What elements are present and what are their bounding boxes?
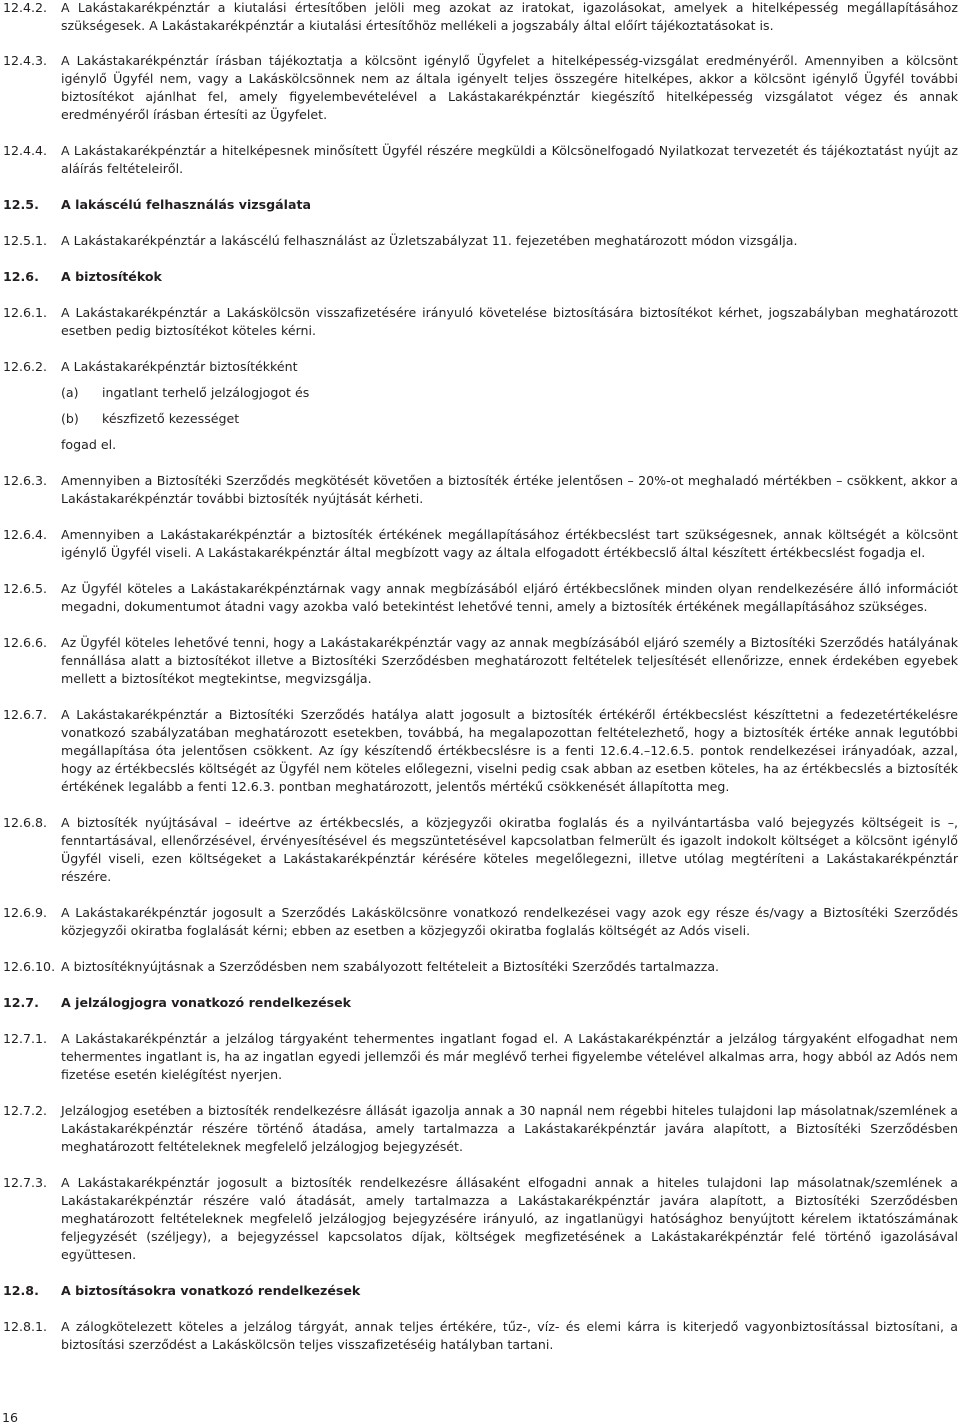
list-item-label: (a) xyxy=(61,385,79,400)
paragraph xyxy=(3,1030,958,1084)
section-title xyxy=(61,268,958,286)
section-number: 12.5. xyxy=(3,197,39,212)
paragraph xyxy=(3,634,958,688)
paragraph-text-block xyxy=(61,706,958,796)
section-heading xyxy=(3,196,958,214)
section-heading xyxy=(3,268,958,286)
list-item xyxy=(61,384,958,402)
paragraph-text-block xyxy=(61,1318,958,1354)
paragraph xyxy=(3,472,958,508)
paragraph-text: A Lakástakarékpénztár írásban tájékoztatja a kölcsönt igénylő Ügyfelet a hitelképesség-vizsgálat eredményéről. Amennyiben a kölcsönt igénylő Ügyfél nem, vagy a Lakáskölcsönnek nem az általa igényelt teljes összegére hitelképes, akkor a kölcsönt igénylő Ügyfél további biztosítékot ajánlhat fel, amely figyelembevételével a Lakástakarékpénztár kiegészítő hitelképesség vizsgálatot végez és annak eredményéről írásban értesíti az Ügyfelet. xyxy=(61,53,958,122)
paragraph-text: A Lakástakarékpénztár a Lakáskölcsön visszafizetésére irányuló követelése biztosítására biztosítékot kérhet, jogszabályban meghatározott esetben pedig biztosítékot köteles kérni. xyxy=(61,305,958,338)
paragraph-text: A biztosíték nyújtásával – ideértve az értékbecslés, a közjegyzői okiratba foglalás és a nyilvántartásba való bejegyzés költségeit is –, fenntartásával, ellenőrzésével, érvényesítésével és megszüntetésével kapcsolatban felmerült és igazolt indokolt költséget a kölcsönt igénylő Ügyfél viseli, ezen költségeket a Lakástakarékpénztár kérésére köteles megelőlegezni, illetve utólag megtéríteni a Lakástakarékpénztár részére. xyxy=(61,815,958,884)
paragraph-text-block xyxy=(61,52,958,124)
paragraph xyxy=(3,142,958,178)
paragraph xyxy=(3,706,958,796)
paragraph-number: 12.6.10. xyxy=(3,959,56,974)
section-number: 12.8. xyxy=(3,1283,39,1298)
paragraph-text: A Lakástakarékpénztár jogosult a biztosíték rendelkezésre állásaként elfogadni annak a hiteles tulajdoni lap másolatnak/szemlének a Lakástakarékpénztár részére való átadását, amely tartalmazza a Lakástakarékpénztár javára alapított, a Biztosítéki Szerződésben meghatározott feltételeknek megfelelő jelzálogjog bejegyzésére irányuló, az ingatlanügyi hatósághoz benyújtott kérelem iktatószámának feljegyzését (széljegy), a bejegyzéssel kapcsolatos díjak, költségek megfizetésének a Lakástakarékpénztár felé történő igazolásával együttesen. xyxy=(61,1175,958,1262)
paragraph-text-block xyxy=(61,232,958,250)
section-title xyxy=(61,196,958,214)
paragraph-number: 12.6.5. xyxy=(3,581,48,596)
section-title-text: A jelzálogjogra vonatkozó rendelkezések xyxy=(61,995,352,1010)
paragraph-text: A Lakástakarékpénztár jogosult a Szerződés Lakáskölcsönre vonatkozó rendelkezései vagy azok egy része és/vagy a Biztosítéki Szerződés közjegyzői okiratba foglalását kérni; ebben az esetben a közjegyzői okiratba foglalás költségét az Adós viseli. xyxy=(61,905,958,938)
section-title xyxy=(61,1282,958,1300)
paragraph-number: 12.6.3. xyxy=(3,473,48,488)
paragraph-number: 12.4.3. xyxy=(3,53,48,68)
section-title-text: A biztosítékok xyxy=(61,269,162,284)
list-item xyxy=(61,410,958,428)
paragraph xyxy=(3,232,958,250)
paragraph xyxy=(3,0,958,35)
paragraph-text: A Lakástakarékpénztár a Biztosítéki Szerződés hatálya alatt jogosult a biztosíték értékéről értékbecslést készíttetni a fedezetértékelésre vonatkozó szabályzatában meghatározott esetekben, továbbá, ha megalapozottan feltételezhető, hogy a biztosíték értéke annak legutóbbi megállapítása óta jelentősen csökkent. Az így készítendő értékbecslésre is a fenti 12.6.4.–12.6.5. pontok rendelkezései irányadóak, azzal, hogy az értékbecslés költségét az Ügyfél nem köteles előlegezni, viselni pedig csak abban az esetben köteles, ha az értékbecslés a biztosíték értékének legalább a fenti 12.6.3. pontban meghatározott, jelentős mértékű csökkenését állapította meg. xyxy=(61,707,958,794)
paragraph-text-block xyxy=(61,358,958,454)
paragraph-text-block xyxy=(61,958,958,976)
paragraph-text-block xyxy=(61,526,958,562)
paragraph xyxy=(3,958,958,976)
paragraph-number: 12.8.1. xyxy=(3,1319,48,1334)
paragraph-text-block xyxy=(61,904,958,940)
section-title-text: A lakáscélú felhasználás vizsgálata xyxy=(61,197,311,212)
paragraph xyxy=(3,304,958,340)
paragraph xyxy=(3,1102,958,1156)
enumerated-list xyxy=(61,384,958,428)
paragraph-text: Az Ügyfél köteles a Lakástakarékpénztárnak vagy annak megbízásából eljáró értékbecslőnek minden olyan rendelkezésére álló információt megadni, dokumentumot átadni vagy azokba való betekintést lehetővé tenni, amely a biztosíték értékének megállapításához szükséges. xyxy=(61,581,958,614)
paragraph-text-block xyxy=(61,1174,958,1264)
paragraph-number: 12.6.7. xyxy=(3,707,48,722)
paragraph-text-block xyxy=(61,1030,958,1084)
paragraph-number: 12.6.6. xyxy=(3,635,48,650)
paragraph-text-block xyxy=(61,472,958,508)
paragraph-number: 12.5.1. xyxy=(3,233,48,248)
paragraph-text: A biztosítéknyújtásnak a Szerződésben nem szabályozott feltételeit a Biztosítéki Szerződés tartalmazza. xyxy=(61,959,720,974)
paragraph xyxy=(3,580,958,616)
paragraph-text: Jelzálogjog esetében a biztosíték rendelkezésre állását igazolja annak a 30 napnál nem régebbi hiteles tulajdoni lap másolatnak/szemlének a Lakástakarékpénztár részére történő átadása, amely tartalmazza a Lakástakarékpénztár javára alapított, a Biztosítéki Szerződésben meghatározott feltételeknek megfelelő jelzálogjog bejegyzését. xyxy=(61,1103,958,1154)
paragraph-text-block xyxy=(61,0,958,35)
section-number: 12.6. xyxy=(3,269,39,284)
paragraph-number: 12.7.2. xyxy=(3,1103,48,1118)
paragraph-number: 12.6.1. xyxy=(3,305,48,320)
paragraph-number: 12.7.3. xyxy=(3,1175,48,1190)
paragraph xyxy=(3,1174,958,1264)
list-item-text: ingatlant terhelő jelzálogjogot és xyxy=(102,385,310,400)
paragraph-text: A Lakástakarékpénztár a jelzálog tárgyaként tehermentes ingatlant fogad el. A Lakástakarékpénztár a jelzálog tárgyaként elfogadhat nem tehermentes ingatlant is, ha az ingatlan egyedi jellemzői és már meglévő terhei figyelembe vételével alkalmas arra, hogy abból az Adós nem fizetése esetén kielégítést nyerjen. xyxy=(61,1031,958,1082)
paragraph-text: Amennyiben a Biztosítéki Szerződés megkötését követően a biztosíték értéke jelentősen – 20%-ot meghaladó mértékben – csökkent, akkor a Lakástakarékpénztár további biztosíték nyújtását kérheti. xyxy=(61,473,958,506)
paragraph-text: A Lakástakarékpénztár biztosítékként xyxy=(61,359,298,374)
paragraph xyxy=(3,526,958,562)
paragraph-number: 12.6.8. xyxy=(3,815,48,830)
paragraph xyxy=(3,904,958,940)
paragraph-text: Amennyiben a Lakástakarékpénztár a biztosíték értékének megállapításához értékbecslést tart szükségesnek, annak költségét a kölcsönt igénylő Ügyfél viseli. A Lakástakarékpénztár által megbízott vagy az általa elfogadott értékbecslő által készített értékbecslést fogadja el. xyxy=(61,527,958,560)
paragraph-text: A Lakástakarékpénztár a lakáscélú felhasználást az Üzletszabályzat 11. fejezetében meghatározott módon vizsgálja. xyxy=(61,233,798,248)
paragraph-number: 12.6.2. xyxy=(3,359,48,374)
document-body xyxy=(3,0,958,1372)
section-title xyxy=(61,994,958,1012)
paragraph-number: 12.6.4. xyxy=(3,527,48,542)
paragraph-text-block xyxy=(61,580,958,616)
section-heading xyxy=(3,1282,958,1300)
paragraph-number: 12.4.2. xyxy=(3,0,48,15)
paragraph xyxy=(3,1318,958,1354)
paragraph-text-block xyxy=(61,1102,958,1156)
section-heading xyxy=(3,994,958,1012)
paragraph-tail: fogad el. xyxy=(61,437,117,452)
paragraph-text-block xyxy=(61,142,958,178)
paragraph xyxy=(3,358,958,454)
paragraph-text: Az Ügyfél köteles lehetővé tenni, hogy a Lakástakarékpénztár vagy az annak megbízásából eljáró személy a Biztosítéki Szerződés hatályának fennállása alatt a biztosítékot illetve a Biztosítéki Szerződésben meghatározott feltételek teljesítését ellenőrizze, ennek érdekében egyebek mellett a biztosítékot megtekintse, megvizsgálja. xyxy=(61,635,958,686)
paragraph-text-block xyxy=(61,634,958,688)
section-number: 12.7. xyxy=(3,995,39,1010)
page-number: 16 xyxy=(2,1410,19,1425)
list-item-text: készfizető kezességet xyxy=(102,411,240,426)
paragraph-text-block xyxy=(61,304,958,340)
list-item-label: (b) xyxy=(61,411,79,426)
paragraph-number: 12.4.4. xyxy=(3,143,48,158)
paragraph-number: 12.6.9. xyxy=(3,905,48,920)
paragraph-text: A zálogkötelezett köteles a jelzálog tárgyát, annak teljes értékére, tűz-, víz- és elemi kárra is kiterjedő vagyonbiztosítással biztosítani, a biztosítási szerződést a Lakáskölcsön teljes visszafizetéséig hatályban tartani. xyxy=(61,1319,958,1352)
paragraph-number: 12.7.1. xyxy=(3,1031,48,1046)
paragraph xyxy=(3,814,958,886)
paragraph-text-block xyxy=(61,814,958,886)
section-title-text: A biztosításokra vonatkozó rendelkezések xyxy=(61,1283,361,1298)
paragraph-text: A Lakástakarékpénztár a hitelképesnek minősített Ügyfél részére megküldi a Kölcsönelfogadó Nyilatkozat tervezetét és tájékoztatást nyújt az aláírás feltételeiről. xyxy=(61,143,958,176)
paragraph xyxy=(3,52,958,124)
paragraph-text: A Lakástakarékpénztár a kiutalási értesítőben jelöli meg azokat az iratokat, igazolásokat, amelyek a hitelképesség megállapításához szükségesek. A Lakástakarékpénztár a kiutalási értesítőhöz mellékeli a jogszabály által előírt tájékoztatásokat is. xyxy=(61,0,958,33)
